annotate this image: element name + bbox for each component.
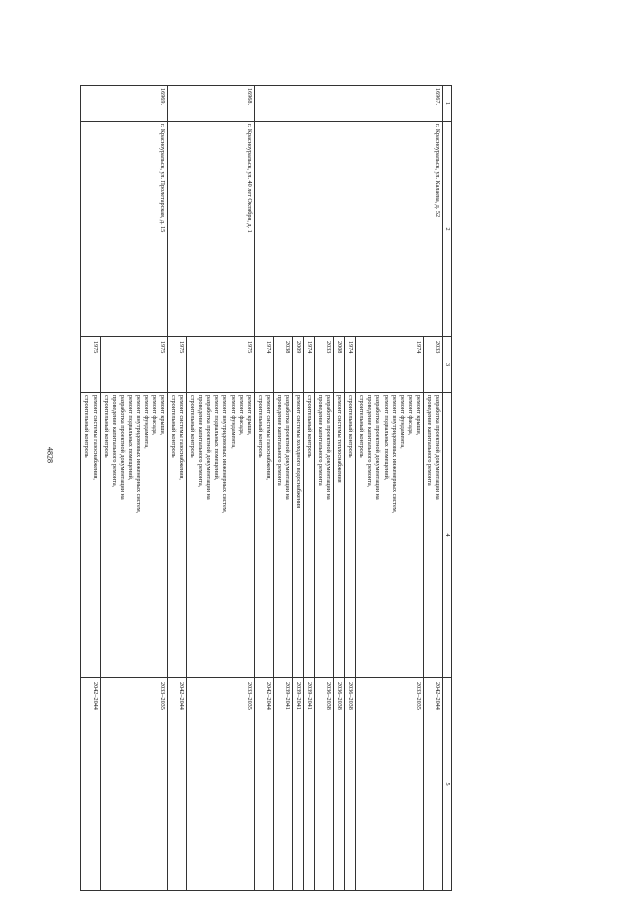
year-cell: 2008 [334, 337, 345, 393]
work-item: ремонт внутридомовых инженерных систем, [221, 395, 229, 514]
work-item: проведение капитального ремонта [425, 395, 433, 486]
work-item: строительный контроль [256, 395, 264, 458]
work-item: разработка проектной документации на [325, 395, 333, 500]
work-item: ремонт подвальных помещений, [213, 395, 221, 481]
work-item: строительный контроль [102, 395, 110, 458]
entry-address: г. Красноуральск, ул. 40 лет Октября, д. 1 [168, 122, 255, 337]
period-cell: 2042–2044 [81, 678, 100, 891]
work-item: ремонт фундамента, [142, 395, 150, 449]
work-item: разработка проектной документации на [118, 395, 126, 500]
header-cell-address: 2 [442, 122, 451, 337]
entry-number: 16967. [254, 86, 442, 122]
year-cell: 1975 [187, 337, 255, 393]
works-cell [334, 393, 345, 678]
year-cell: 2038 [273, 337, 292, 393]
work-item: строительный контроль [306, 395, 314, 458]
entry-number: 16968. [168, 86, 255, 122]
work-item: ремонт крыши, [414, 395, 422, 436]
work-item: ремонт системы холодного водоснабжения [295, 395, 302, 509]
year-cell: 2009 [292, 337, 303, 393]
page-number: 4828 [45, 447, 55, 463]
year-cell: 1974 [304, 337, 315, 393]
entry-number: 16969. [81, 86, 168, 122]
period-cell: 2036–2038 [315, 678, 334, 891]
header-cell-period: 5 [442, 678, 451, 891]
year-cell: 2033 [315, 337, 334, 393]
work-item: проведение капитального ремонта [317, 395, 325, 486]
period-cell: 2042–2044 [168, 678, 187, 891]
work-item: ремонт подвальных помещений, [126, 395, 134, 481]
work-item: ремонт системы газоснабжения, [264, 395, 272, 480]
header-cell-number: 1 [442, 86, 451, 122]
work-item: ремонт фундамента, [229, 395, 237, 449]
work-item: строительный контроль [83, 395, 91, 458]
year-cell: 1975 [100, 337, 168, 393]
work-item: строительный контроль [347, 395, 355, 458]
works-cell [292, 393, 303, 678]
year-cell: 1974 [254, 337, 273, 393]
work-item: ремонт крыши, [159, 395, 167, 436]
work-item: ремонт крыши, [245, 395, 253, 436]
work-item: ремонт фундамента, [398, 395, 406, 449]
period-cell: 2033–2035 [187, 678, 255, 891]
work-item: ремонт системы газоснабжения, [178, 395, 186, 480]
year-cell: 2033 [423, 337, 442, 393]
works-cell [273, 393, 292, 678]
work-item: ремонт внутридомовых инженерных систем, [390, 395, 398, 514]
year-cell: 1975 [81, 337, 100, 393]
table-row [423, 86, 442, 891]
work-item: ремонт системы газоснабжения, [91, 395, 99, 480]
work-item: ремонт фасада, [151, 395, 158, 436]
period-cell: 2036–2038 [345, 678, 356, 891]
period-cell: 2039–2041 [304, 678, 315, 891]
capital-repair-table [80, 85, 452, 891]
works-cell [168, 393, 187, 678]
works-cell [187, 393, 255, 678]
header-cell-works: 4 [442, 393, 451, 678]
entry-address: г. Красноуральск, ул. Пролетарская, д. 15 [81, 122, 168, 337]
work-item: строительный контроль [170, 395, 178, 458]
entry-address: г. Красноуральск, ул. Калаева, д. 52 [254, 122, 442, 337]
work-item: разработка проектной документации на [283, 395, 291, 500]
header-row [442, 86, 451, 891]
works-cell [254, 393, 273, 678]
works-cell [356, 393, 424, 678]
table-row [100, 86, 168, 891]
work-item: разработка проектной документации на [205, 395, 213, 500]
work-item: ремонт фасада, [406, 395, 414, 436]
works-cell [304, 393, 315, 678]
works-cell [345, 393, 356, 678]
year-cell: 1975 [168, 337, 187, 393]
table-body [81, 86, 443, 891]
table-row [187, 86, 255, 891]
work-item: ремонт подвальных помещений, [382, 395, 390, 481]
works-cell [423, 393, 442, 678]
work-item: разработка проектной документации на [374, 395, 382, 500]
works-cell [315, 393, 334, 678]
document-table-sheet [50, 85, 452, 890]
work-item: ремонт внутридомовых инженерных систем, [134, 395, 142, 514]
works-cell [100, 393, 168, 678]
period-cell: 2042–2044 [423, 678, 442, 891]
period-cell: 2033–2035 [356, 678, 424, 891]
work-item: проведение капитального ремонта, [366, 395, 374, 488]
header-cell-year: 3 [442, 337, 451, 393]
year-cell: 1974 [356, 337, 424, 393]
work-item: строительный контроль [189, 395, 197, 458]
work-item: ремонт фасада, [237, 395, 245, 436]
work-item: ремонт системы теплоснабжения [336, 395, 344, 483]
period-cell: 2042–2044 [254, 678, 273, 891]
work-item: проведение капитального ремонта, [197, 395, 205, 488]
period-cell: 2033–2035 [100, 678, 168, 891]
work-item: разработка проектной документации на [433, 395, 441, 500]
work-item: проведение капитального ремонта, [110, 395, 118, 488]
period-cell: 2039–2041 [273, 678, 292, 891]
year-cell: 1974 [345, 337, 356, 393]
work-item: проведение капитального ремонта [275, 395, 283, 486]
period-cell: 2039–2041 [292, 678, 303, 891]
works-cell [81, 393, 100, 678]
work-item: строительный контроль [358, 395, 366, 458]
period-cell: 2036–2038 [334, 678, 345, 891]
